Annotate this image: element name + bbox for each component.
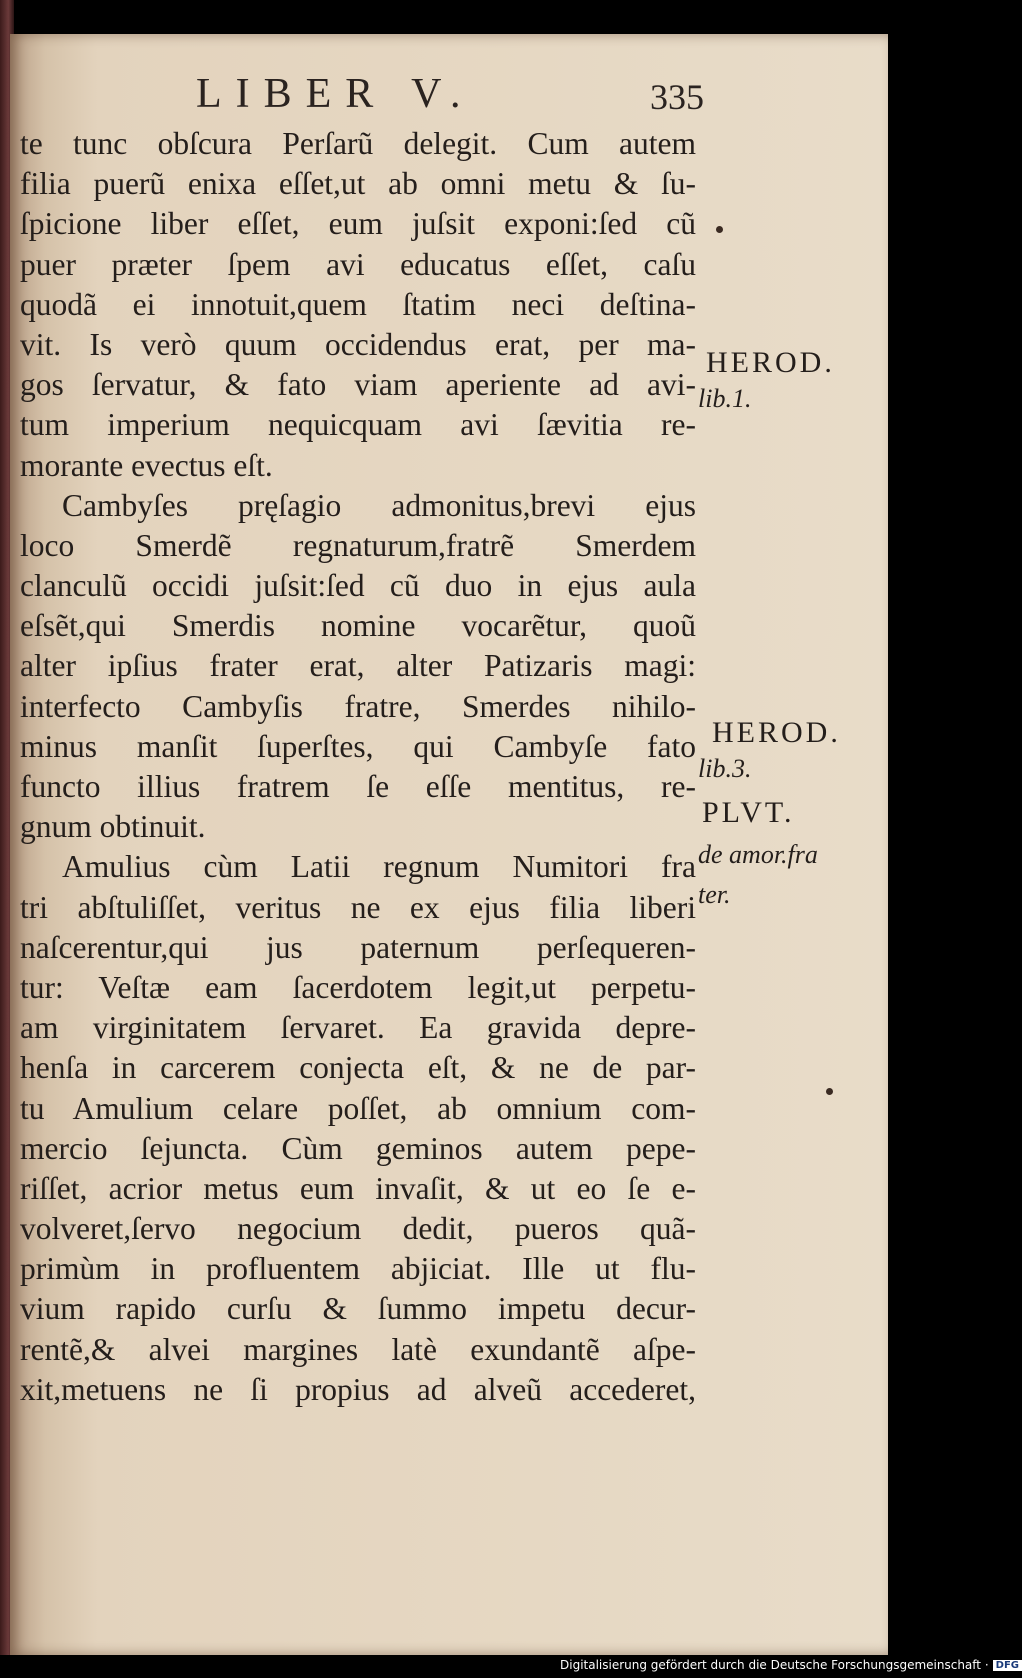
text-line: rentẽ,& alvei margines latè exundantẽ aſpe- [20, 1331, 696, 1367]
text-line: xit,metuens ne ſi propius ad alveũ accederet, [20, 1371, 696, 1407]
text-line: vium rapido curſu & ſummo impetu decur- [20, 1291, 696, 1327]
text-line: volveret,ſervo negocium dedit, pueros quã- [20, 1211, 696, 1247]
body-text [20, 124, 696, 1410]
text-line: gnum obtinuit. [20, 809, 206, 845]
margin-note-herod: HEROD. [706, 346, 835, 379]
text-line: morante evectus eſt. [20, 447, 273, 483]
footer-text: Digitalisierung gefördert durch die Deutsche Forschungsgemeinschaft · [560, 1658, 989, 1672]
text-line: filia puerũ enixa eſſet,ut ab omni metu & ſu- [20, 166, 696, 202]
text-line: alter ipſius frater erat, alter Patizaris magi: [20, 648, 696, 684]
margin-note-herod-book: lib.3. [698, 754, 752, 783]
text-line: minus manſit ſuperſtes, qui Cambyſe fato [20, 728, 696, 764]
text-line: ſpicione liber eſſet, eum juſsit exponi:ſed cũ [20, 206, 696, 242]
running-head: LIBER V. [196, 71, 475, 117]
ink-speck [826, 1088, 833, 1095]
text-line: Amulius cùm Latii regnum Numitori fra [62, 849, 696, 885]
margin-note-plutarch-work: de amor.fra [698, 840, 818, 869]
text-line: clanculũ occidi juſsit:ſed cũ duo in ejus aula [20, 568, 696, 604]
text-line: tum imperium nequicquam avi ſævitia re- [20, 407, 696, 443]
ink-speck [716, 226, 723, 233]
text-line: tur: Veſtæ eam ſacerdotem legit,ut perpetu- [20, 969, 696, 1005]
text-line: eſsẽt,qui Smerdis nomine vocarẽtur, quoũ [20, 608, 696, 644]
text-line: gos ſervatur, & fato viam aperiente ad avi- [20, 367, 696, 403]
margin-note-plutarch-work-cont: ter. [698, 880, 731, 909]
text-line: quodã ei innotuit,quem ſtatim neci deſtina- [20, 286, 696, 322]
text-line: primùm in profluentem abjiciat. Ille ut flu- [20, 1251, 696, 1287]
text-line: am virginitatem ſervaret. Ea gravida depre- [20, 1010, 696, 1046]
text-line: henſa in carcerem conjecta eſt, & ne de par- [20, 1050, 696, 1086]
text-line: puer præter ſpem avi educatus eſſet, caſu [20, 246, 696, 282]
page-number: 335 [650, 77, 704, 117]
margin-note-herod: HEROD. [712, 716, 841, 749]
text-line: loco Smerdẽ regnaturum,fratrẽ Smerdem [20, 527, 696, 563]
dfg-logo: DFG [993, 1660, 1022, 1671]
text-line: naſcerentur,qui jus paternum perſequeren- [20, 929, 696, 965]
text-line: tu Amulium celare poſſet, ab omnium com- [20, 1090, 696, 1126]
margin-note-herod-book: lib.1. [698, 384, 752, 413]
text-line: vit. Is verò quum occidendus erat, per ma- [20, 326, 696, 362]
text-line: mercio ſejuncta. Cùm geminos autem pepe- [20, 1130, 696, 1166]
text-line: interfecto Cambyſis fratre, Smerdes nihilo- [20, 688, 696, 724]
text-line: Cambyſes pręſagio admonitus,brevi ejus [62, 487, 696, 523]
text-line: functo illius fratrem ſe eſſe mentitus, re- [20, 769, 696, 804]
digitization-footer [560, 1658, 1019, 1678]
margin-note-plutarch: PLVT. [702, 796, 795, 829]
text-line: tri abſtuliſſet, veritus ne ex ejus filia liberi [20, 889, 696, 925]
text-line: riſſet, acrior metus eum invaſit, & ut eo ſe e- [20, 1170, 696, 1206]
text-line: te tunc obſcura Perſarũ delegit. Cum autem [20, 126, 696, 161]
